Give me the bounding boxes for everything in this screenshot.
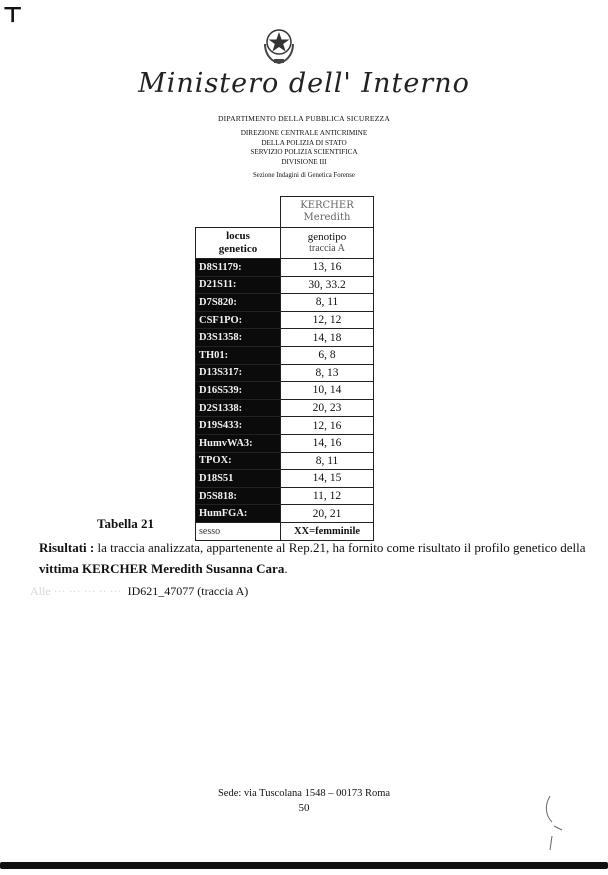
genotype-cell: 14, 18 [281, 329, 374, 347]
trace-id: ID621_47077 (traccia A) [127, 584, 249, 598]
sex-label: sesso [196, 522, 281, 540]
locus-header-line2: genetico [218, 243, 258, 255]
genotype-cell: 14, 16 [281, 434, 374, 452]
locus-cell: HumFGA: [196, 505, 281, 523]
locus-cell: D8S1179: [196, 259, 281, 277]
genetic-profile-table [195, 196, 374, 541]
table-row [196, 259, 374, 277]
genotype-cell: 8, 11 [281, 294, 374, 312]
genotype-cell: 10, 14 [281, 382, 374, 400]
result-paragraph [39, 537, 589, 579]
locus-cell: TH01: [196, 346, 281, 364]
locus-cell: CSF1PO: [196, 311, 281, 329]
table-row [196, 505, 374, 523]
margin-scribble-icon [540, 792, 570, 852]
direction-block [0, 129, 608, 167]
corner-mark: ⊤ [2, 2, 24, 27]
locus-cell: D7S820: [196, 294, 281, 312]
locus-cell: D18S51 [196, 470, 281, 488]
genotype-cell: 20, 21 [281, 505, 374, 523]
genotype-cell: 13, 16 [281, 259, 374, 277]
subject-firstname: Meredith [303, 212, 351, 223]
page-number: 50 [298, 802, 310, 814]
department-name: DIPARTIMENTO DELLA PUBBLICA SICUREZZA [217, 114, 391, 123]
scan-edge [0, 862, 608, 869]
genotype-cell: 8, 13 [281, 364, 374, 382]
genotype-cell: 8, 11 [281, 452, 374, 470]
genotype-cell: 6, 8 [281, 346, 374, 364]
table-row [196, 294, 374, 312]
direction-line: DIVISIONE III [281, 157, 327, 166]
locus-header [196, 228, 281, 259]
result-text-end: . [284, 561, 288, 576]
genotype-cell: 14, 15 [281, 470, 374, 488]
locus-cell: D13S317: [196, 364, 281, 382]
section-name: Sezione Indagini di Genetica Forense [253, 172, 355, 179]
direction-line: DIREZIONE CENTRALE ANTICRIMINE [240, 129, 368, 137]
locus-cell: HumvWA3: [196, 434, 281, 452]
table-row [196, 470, 374, 488]
table-row [196, 346, 374, 364]
trace-id-line [30, 584, 248, 599]
direction-line: SERVIZIO POLIZIA SCIENTIFICA [250, 148, 358, 157]
result-text: la traccia analizzata, appartenente al Rep.21, ha fornito come risultato il profilo genetico della [94, 540, 586, 555]
genotype-cell: 30, 33.2 [281, 276, 374, 294]
victim-name: vittima KERCHER Meredith Susanna Cara [39, 561, 285, 576]
result-label: Risultati : [39, 540, 95, 555]
genotype-cell: 12, 16 [281, 417, 374, 435]
table-row [196, 417, 374, 435]
genotype-cell: 11, 12 [281, 487, 374, 505]
subject-name-header [281, 197, 374, 228]
locus-cell: D21S11: [196, 276, 281, 294]
locus-cell: D2S1338: [196, 399, 281, 417]
table-header-row [196, 197, 374, 228]
locus-cell: TPOX: [196, 452, 281, 470]
locus-cell: D16S539: [196, 382, 281, 400]
table-row [196, 276, 374, 294]
emblem-icon [259, 22, 299, 66]
table-row [196, 487, 374, 505]
table-subheader-row [196, 228, 374, 259]
genotype-header-line2: traccia A [309, 243, 345, 254]
table-row [196, 364, 374, 382]
locus-cell: D5S818: [196, 487, 281, 505]
sex-value: XX=femminile [281, 522, 374, 540]
redacted-text: Alle ··· ··· ··· ·· ··· [30, 584, 122, 598]
table-caption: Tabella 21 [97, 516, 154, 531]
subject-surname: KERCHER [300, 200, 354, 211]
locus-cell: D19S433: [196, 417, 281, 435]
table-row [196, 452, 374, 470]
locus-cell: D3S1358: [196, 329, 281, 347]
footer-address: Sede: via Tuscolana 1548 – 00173 Roma [217, 788, 391, 799]
genotype-cell: 20, 23 [281, 399, 374, 417]
genotype-header [281, 228, 374, 259]
genotype-header-line1: genotipo [307, 231, 347, 243]
table-row [196, 399, 374, 417]
table-row [196, 329, 374, 347]
genotype-cell: 12, 12 [281, 311, 374, 329]
table-row [196, 311, 374, 329]
locus-header-line1: locus [226, 230, 250, 242]
table-row [196, 434, 374, 452]
ministry-name: Ministero dell' Interno [138, 68, 470, 99]
direction-line: DELLA POLIZIA DI STATO [261, 138, 347, 147]
table-row [196, 382, 374, 400]
